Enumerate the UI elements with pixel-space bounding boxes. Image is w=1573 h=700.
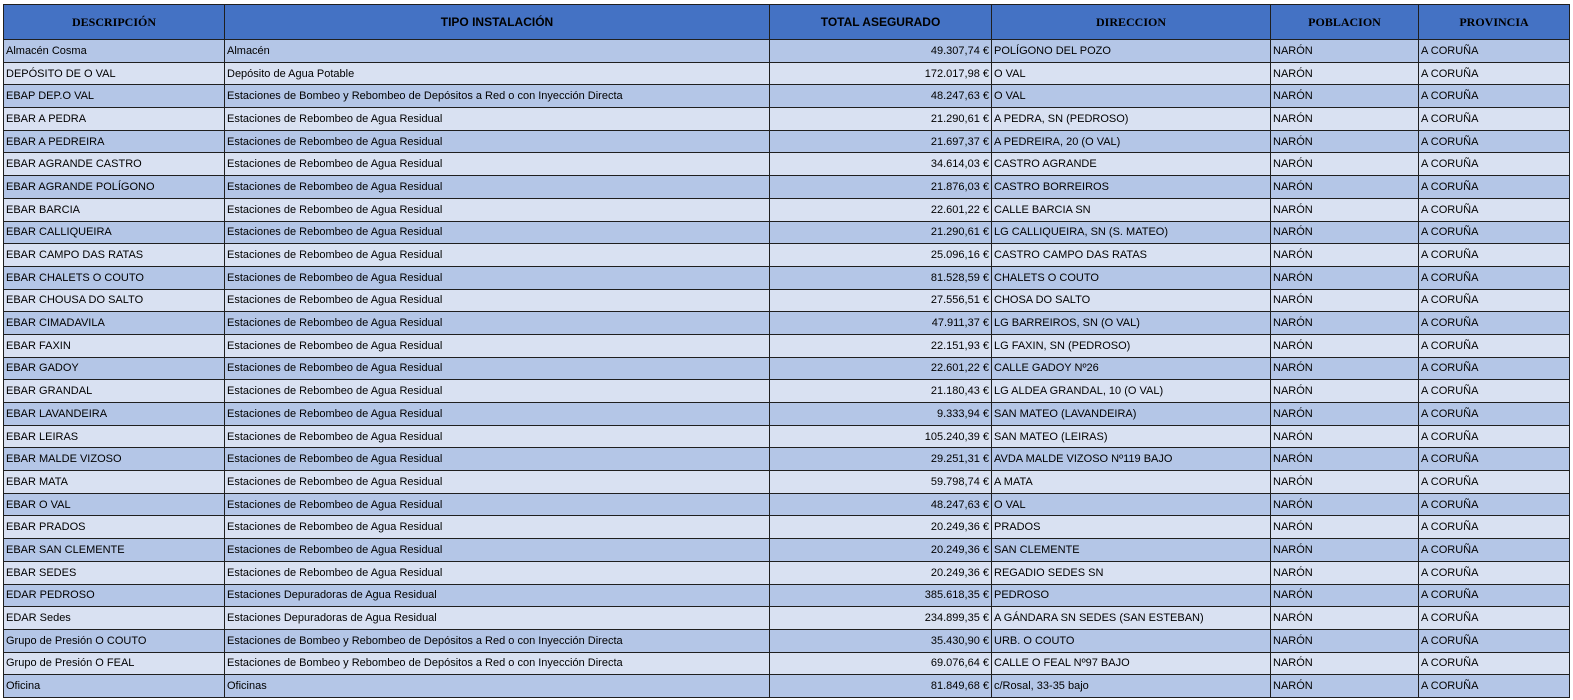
cell-total-asegurado[interactable]: 59.798,74 € xyxy=(770,471,992,494)
cell-total-asegurado[interactable]: 21.290,61 € xyxy=(770,108,992,131)
table-row xyxy=(4,516,1570,539)
table-row xyxy=(4,289,1570,312)
cell-poblacion[interactable]: NARÓN xyxy=(1271,85,1419,108)
table-row xyxy=(4,380,1570,403)
cell-direccion[interactable]: SAN MATEO (LAVANDEIRA) xyxy=(992,403,1271,426)
cell-poblacion[interactable]: NARÓN xyxy=(1271,108,1419,131)
cell-tipo-instalacion[interactable]: Estaciones de Bombeo y Rebombeo de Depósitos a Red o con Inyección Directa xyxy=(225,85,770,108)
cell-poblacion[interactable]: NARÓN xyxy=(1271,266,1419,289)
cell-descripcion[interactable]: EBAR SEDES xyxy=(4,561,225,584)
cell-provincia[interactable]: A CORUÑA xyxy=(1419,108,1570,131)
cell-tipo-instalacion[interactable]: Estaciones de Rebombeo de Agua Residual xyxy=(225,539,770,562)
cell-poblacion[interactable]: NARÓN xyxy=(1271,675,1419,698)
cell-direccion[interactable]: O VAL xyxy=(992,62,1271,85)
cell-provincia[interactable]: A CORUÑA xyxy=(1419,357,1570,380)
cell-provincia[interactable]: A CORUÑA xyxy=(1419,471,1570,494)
cell-total-asegurado[interactable]: 22.601,22 € xyxy=(770,198,992,221)
cell-total-asegurado[interactable]: 27.556,51 € xyxy=(770,289,992,312)
cell-tipo-instalacion[interactable]: Estaciones de Rebombeo de Agua Residual xyxy=(225,108,770,131)
cell-tipo-instalacion[interactable]: Estaciones de Rebombeo de Agua Residual xyxy=(225,357,770,380)
cell-tipo-instalacion[interactable]: Estaciones de Bombeo y Rebombeo de Depósitos a Red o con Inyección Directa xyxy=(225,652,770,675)
cell-tipo-instalacion[interactable]: Estaciones de Rebombeo de Agua Residual xyxy=(225,221,770,244)
cell-tipo-instalacion[interactable]: Estaciones de Rebombeo de Agua Residual xyxy=(225,130,770,153)
cell-total-asegurado[interactable]: 48.247,63 € xyxy=(770,493,992,516)
cell-direccion[interactable]: CALLE BARCIA SN xyxy=(992,198,1271,221)
table-row xyxy=(4,108,1570,131)
cell-tipo-instalacion[interactable]: Estaciones de Bombeo y Rebombeo de Depósitos a Red o con Inyección Directa xyxy=(225,629,770,652)
cell-descripcion[interactable]: EBAR LEIRAS xyxy=(4,425,225,448)
cell-poblacion[interactable]: NARÓN xyxy=(1271,130,1419,153)
cell-tipo-instalacion[interactable]: Estaciones de Rebombeo de Agua Residual xyxy=(225,289,770,312)
cell-direccion[interactable]: LG BARREIROS, SN (O VAL) xyxy=(992,312,1271,335)
cell-provincia[interactable]: A CORUÑA xyxy=(1419,652,1570,675)
cell-provincia[interactable]: A CORUÑA xyxy=(1419,198,1570,221)
cell-provincia[interactable]: A CORUÑA xyxy=(1419,584,1570,607)
cell-direccion[interactable]: SAN CLEMENTE xyxy=(992,539,1271,562)
header-row xyxy=(4,5,1570,40)
cell-direccion[interactable]: PRADOS xyxy=(992,516,1271,539)
cell-poblacion[interactable]: NARÓN xyxy=(1271,652,1419,675)
cell-direccion[interactable]: A MATA xyxy=(992,471,1271,494)
table-row xyxy=(4,62,1570,85)
cell-direccion[interactable]: c/Rosal, 33-35 bajo xyxy=(992,675,1271,698)
cell-provincia[interactable]: A CORUÑA xyxy=(1419,153,1570,176)
cell-total-asegurado[interactable]: 20.249,36 € xyxy=(770,539,992,562)
cell-tipo-instalacion[interactable]: Estaciones de Rebombeo de Agua Residual xyxy=(225,471,770,494)
cell-poblacion[interactable]: NARÓN xyxy=(1271,448,1419,471)
cell-descripcion[interactable]: EBAR O VAL xyxy=(4,493,225,516)
table-row xyxy=(4,448,1570,471)
cell-direccion[interactable]: REGADIO SEDES SN xyxy=(992,561,1271,584)
table-row xyxy=(4,40,1570,63)
cell-direccion[interactable]: CALLE GADOY Nº26 xyxy=(992,357,1271,380)
cell-provincia[interactable]: A CORUÑA xyxy=(1419,62,1570,85)
cell-direccion[interactable]: A PEDRA, SN (PEDROSO) xyxy=(992,108,1271,131)
cell-direccion[interactable]: O VAL xyxy=(992,493,1271,516)
cell-direccion[interactable]: LG ALDEA GRANDAL, 10 (O VAL) xyxy=(992,380,1271,403)
cell-tipo-instalacion[interactable]: Estaciones de Rebombeo de Agua Residual xyxy=(225,493,770,516)
cell-tipo-instalacion[interactable]: Estaciones de Rebombeo de Agua Residual xyxy=(225,153,770,176)
cell-provincia[interactable]: A CORUÑA xyxy=(1419,312,1570,335)
cell-descripcion[interactable]: EDAR PEDROSO xyxy=(4,584,225,607)
cell-descripcion[interactable]: EBAR FAXIN xyxy=(4,334,225,357)
cell-poblacion[interactable]: NARÓN xyxy=(1271,516,1419,539)
cell-poblacion[interactable]: NARÓN xyxy=(1271,380,1419,403)
table-row xyxy=(4,221,1570,244)
cell-descripcion[interactable]: DEPÓSITO DE O VAL xyxy=(4,62,225,85)
table-row xyxy=(4,652,1570,675)
cell-total-asegurado[interactable]: 47.911,37 € xyxy=(770,312,992,335)
cell-poblacion[interactable]: NARÓN xyxy=(1271,244,1419,267)
cell-direccion[interactable]: CHOSA DO SALTO xyxy=(992,289,1271,312)
cell-provincia[interactable]: A CORUÑA xyxy=(1419,403,1570,426)
table-row xyxy=(4,607,1570,630)
cell-descripcion[interactable]: EBAR SAN CLEMENTE xyxy=(4,539,225,562)
cell-provincia[interactable]: A CORUÑA xyxy=(1419,493,1570,516)
cell-poblacion[interactable]: NARÓN xyxy=(1271,357,1419,380)
table-row xyxy=(4,153,1570,176)
cell-provincia[interactable]: A CORUÑA xyxy=(1419,334,1570,357)
cell-provincia[interactable]: A CORUÑA xyxy=(1419,380,1570,403)
cell-direccion[interactable]: CALLE O FEAL Nº97 BAJO xyxy=(992,652,1271,675)
cell-provincia[interactable]: A CORUÑA xyxy=(1419,244,1570,267)
cell-poblacion[interactable]: NARÓN xyxy=(1271,403,1419,426)
cell-provincia[interactable]: A CORUÑA xyxy=(1419,539,1570,562)
table-row xyxy=(4,357,1570,380)
cell-total-asegurado[interactable]: 21.697,37 € xyxy=(770,130,992,153)
cell-tipo-instalacion[interactable]: Estaciones de Rebombeo de Agua Residual xyxy=(225,266,770,289)
cell-descripcion[interactable]: EBAR CIMADAVILA xyxy=(4,312,225,335)
cell-total-asegurado[interactable]: 29.251,31 € xyxy=(770,448,992,471)
cell-poblacion[interactable]: NARÓN xyxy=(1271,539,1419,562)
table-row xyxy=(4,198,1570,221)
table-row xyxy=(4,312,1570,335)
cell-descripcion[interactable]: Grupo de Presión O FEAL xyxy=(4,652,225,675)
cell-total-asegurado[interactable]: 21.290,61 € xyxy=(770,221,992,244)
cell-provincia[interactable]: A CORUÑA xyxy=(1419,289,1570,312)
table-row xyxy=(4,425,1570,448)
table-row xyxy=(4,471,1570,494)
cell-direccion[interactable]: CASTRO AGRANDE xyxy=(992,153,1271,176)
cell-tipo-instalacion[interactable]: Estaciones Depuradoras de Agua Residual xyxy=(225,607,770,630)
table-row xyxy=(4,675,1570,698)
cell-direccion[interactable]: AVDA MALDE VIZOSO Nº119 BAJO xyxy=(992,448,1271,471)
cell-tipo-instalacion[interactable]: Estaciones de Rebombeo de Agua Residual xyxy=(225,312,770,335)
cell-poblacion[interactable]: NARÓN xyxy=(1271,334,1419,357)
cell-poblacion[interactable]: NARÓN xyxy=(1271,176,1419,199)
cell-descripcion[interactable]: Almacén Cosma xyxy=(4,40,225,63)
cell-descripcion[interactable]: EBAR AGRANDE CASTRO xyxy=(4,153,225,176)
cell-poblacion[interactable]: NARÓN xyxy=(1271,312,1419,335)
table-row xyxy=(4,334,1570,357)
cell-poblacion[interactable]: NARÓN xyxy=(1271,629,1419,652)
cell-provincia[interactable]: A CORUÑA xyxy=(1419,425,1570,448)
cell-poblacion[interactable]: NARÓN xyxy=(1271,289,1419,312)
cell-tipo-instalacion[interactable]: Estaciones de Rebombeo de Agua Residual xyxy=(225,244,770,267)
cell-direccion[interactable]: LG CALLIQUEIRA, SN (S. MATEO) xyxy=(992,221,1271,244)
cell-total-asegurado[interactable]: 22.601,22 € xyxy=(770,357,992,380)
cell-total-asegurado[interactable]: 22.151,93 € xyxy=(770,334,992,357)
cell-total-asegurado[interactable]: 81.528,59 € xyxy=(770,266,992,289)
cell-tipo-instalacion[interactable]: Estaciones de Rebombeo de Agua Residual xyxy=(225,561,770,584)
cell-poblacion[interactable]: NARÓN xyxy=(1271,153,1419,176)
table-row xyxy=(4,629,1570,652)
cell-descripcion[interactable]: EBAP DEP.O VAL xyxy=(4,85,225,108)
cell-descripcion[interactable]: EBAR A PEDREIRA xyxy=(4,130,225,153)
cell-total-asegurado[interactable]: 20.249,36 € xyxy=(770,561,992,584)
cell-direccion[interactable]: A PEDREIRA, 20 (O VAL) xyxy=(992,130,1271,153)
cell-tipo-instalacion[interactable]: Estaciones de Rebombeo de Agua Residual xyxy=(225,176,770,199)
cell-total-asegurado[interactable]: 49.307,74 € xyxy=(770,40,992,63)
cell-poblacion[interactable]: NARÓN xyxy=(1271,40,1419,63)
cell-total-asegurado[interactable]: 105.240,39 € xyxy=(770,425,992,448)
table-row xyxy=(4,85,1570,108)
cell-tipo-instalacion[interactable]: Estaciones Depuradoras de Agua Residual xyxy=(225,584,770,607)
table-body xyxy=(4,40,1570,698)
cell-descripcion[interactable]: EBAR CALLIQUEIRA xyxy=(4,221,225,244)
cell-tipo-instalacion[interactable]: Oficinas xyxy=(225,675,770,698)
header-descripcion[interactable]: DESCRIPCIÓN xyxy=(4,5,225,40)
cell-tipo-instalacion[interactable]: Estaciones de Rebombeo de Agua Residual xyxy=(225,334,770,357)
cell-tipo-instalacion[interactable]: Depósito de Agua Potable xyxy=(225,62,770,85)
cell-provincia[interactable]: A CORUÑA xyxy=(1419,85,1570,108)
table-row xyxy=(4,493,1570,516)
insured-installations-table xyxy=(3,4,1570,698)
cell-descripcion[interactable]: EBAR A PEDRA xyxy=(4,108,225,131)
cell-total-asegurado[interactable]: 48.247,63 € xyxy=(770,85,992,108)
cell-total-asegurado[interactable]: 35.430,90 € xyxy=(770,629,992,652)
cell-tipo-instalacion[interactable]: Estaciones de Rebombeo de Agua Residual xyxy=(225,448,770,471)
header-tipo-instalacion[interactable]: TIPO INSTALACIÓN xyxy=(225,5,770,40)
cell-direccion[interactable]: LG FAXIN, SN (PEDROSO) xyxy=(992,334,1271,357)
cell-poblacion[interactable]: NARÓN xyxy=(1271,584,1419,607)
cell-poblacion[interactable]: NARÓN xyxy=(1271,607,1419,630)
cell-provincia[interactable]: A CORUÑA xyxy=(1419,176,1570,199)
cell-total-asegurado[interactable]: 21.876,03 € xyxy=(770,176,992,199)
table-row xyxy=(4,244,1570,267)
cell-direccion[interactable]: CASTRO CAMPO DAS RATAS xyxy=(992,244,1271,267)
header-total-asegurado[interactable]: TOTAL ASEGURADO xyxy=(770,5,992,40)
cell-total-asegurado[interactable]: 9.333,94 € xyxy=(770,403,992,426)
cell-descripcion[interactable]: EBAR MALDE VIZOSO xyxy=(4,448,225,471)
cell-poblacion[interactable]: NARÓN xyxy=(1271,221,1419,244)
cell-provincia[interactable]: A CORUÑA xyxy=(1419,629,1570,652)
cell-total-asegurado[interactable]: 385.618,35 € xyxy=(770,584,992,607)
cell-provincia[interactable]: A CORUÑA xyxy=(1419,266,1570,289)
cell-direccion[interactable]: POLÍGONO DEL POZO xyxy=(992,40,1271,63)
cell-descripcion[interactable]: EBAR MATA xyxy=(4,471,225,494)
cell-total-asegurado[interactable]: 234.899,35 € xyxy=(770,607,992,630)
header-provincia[interactable]: PROVINCIA xyxy=(1419,5,1570,40)
cell-direccion[interactable]: URB. O COUTO xyxy=(992,629,1271,652)
cell-descripcion[interactable]: EBAR CHOUSA DO SALTO xyxy=(4,289,225,312)
table-row xyxy=(4,266,1570,289)
cell-provincia[interactable]: A CORUÑA xyxy=(1419,675,1570,698)
cell-poblacion[interactable]: NARÓN xyxy=(1271,425,1419,448)
cell-tipo-instalacion[interactable]: Estaciones de Rebombeo de Agua Residual xyxy=(225,516,770,539)
cell-total-asegurado[interactable]: 20.249,36 € xyxy=(770,516,992,539)
cell-direccion[interactable]: SAN MATEO (LEIRAS) xyxy=(992,425,1271,448)
cell-descripcion[interactable]: EBAR BARCIA xyxy=(4,198,225,221)
cell-total-asegurado[interactable]: 21.180,43 € xyxy=(770,380,992,403)
cell-tipo-instalacion[interactable]: Estaciones de Rebombeo de Agua Residual xyxy=(225,403,770,426)
cell-direccion[interactable]: A GÁNDARA SN SEDES (SAN ESTEBAN) xyxy=(992,607,1271,630)
cell-total-asegurado[interactable]: 25.096,16 € xyxy=(770,244,992,267)
cell-poblacion[interactable]: NARÓN xyxy=(1271,471,1419,494)
cell-direccion[interactable]: CHALETS O COUTO xyxy=(992,266,1271,289)
cell-provincia[interactable]: A CORUÑA xyxy=(1419,40,1570,63)
cell-descripcion[interactable]: Grupo de Presión O COUTO xyxy=(4,629,225,652)
cell-descripcion[interactable]: EBAR GRANDAL xyxy=(4,380,225,403)
cell-descripcion[interactable]: EBAR PRADOS xyxy=(4,516,225,539)
cell-poblacion[interactable]: NARÓN xyxy=(1271,62,1419,85)
cell-provincia[interactable]: A CORUÑA xyxy=(1419,561,1570,584)
table-row xyxy=(4,130,1570,153)
cell-total-asegurado[interactable]: 34.614,03 € xyxy=(770,153,992,176)
cell-provincia[interactable]: A CORUÑA xyxy=(1419,607,1570,630)
cell-poblacion[interactable]: NARÓN xyxy=(1271,198,1419,221)
cell-total-asegurado[interactable]: 69.076,64 € xyxy=(770,652,992,675)
cell-tipo-instalacion[interactable]: Estaciones de Rebombeo de Agua Residual xyxy=(225,380,770,403)
cell-descripcion[interactable]: EDAR Sedes xyxy=(4,607,225,630)
cell-descripcion[interactable]: EBAR AGRANDE POLÍGONO xyxy=(4,176,225,199)
cell-direccion[interactable]: PEDROSO xyxy=(992,584,1271,607)
cell-descripcion[interactable]: EBAR CHALETS O COUTO xyxy=(4,266,225,289)
cell-tipo-instalacion[interactable]: Almacén xyxy=(225,40,770,63)
cell-tipo-instalacion[interactable]: Estaciones de Rebombeo de Agua Residual xyxy=(225,198,770,221)
table-row xyxy=(4,176,1570,199)
cell-descripcion[interactable]: Oficina xyxy=(4,675,225,698)
cell-provincia[interactable]: A CORUÑA xyxy=(1419,448,1570,471)
cell-total-asegurado[interactable]: 81.849,68 € xyxy=(770,675,992,698)
cell-direccion[interactable]: CASTRO BORREIROS xyxy=(992,176,1271,199)
table-row xyxy=(4,561,1570,584)
cell-descripcion[interactable]: EBAR LAVANDEIRA xyxy=(4,403,225,426)
cell-descripcion[interactable]: EBAR GADOY xyxy=(4,357,225,380)
header-poblacion[interactable]: POBLACION xyxy=(1271,5,1419,40)
table-row xyxy=(4,403,1570,426)
table-row xyxy=(4,584,1570,607)
cell-poblacion[interactable]: NARÓN xyxy=(1271,561,1419,584)
cell-direccion[interactable]: O VAL xyxy=(992,85,1271,108)
table-row xyxy=(4,539,1570,562)
cell-total-asegurado[interactable]: 172.017,98 € xyxy=(770,62,992,85)
cell-provincia[interactable]: A CORUÑA xyxy=(1419,221,1570,244)
cell-provincia[interactable]: A CORUÑA xyxy=(1419,130,1570,153)
cell-descripcion[interactable]: EBAR CAMPO DAS RATAS xyxy=(4,244,225,267)
cell-tipo-instalacion[interactable]: Estaciones de Rebombeo de Agua Residual xyxy=(225,425,770,448)
cell-poblacion[interactable]: NARÓN xyxy=(1271,493,1419,516)
cell-provincia[interactable]: A CORUÑA xyxy=(1419,516,1570,539)
header-direccion[interactable]: DIRECCION xyxy=(992,5,1271,40)
